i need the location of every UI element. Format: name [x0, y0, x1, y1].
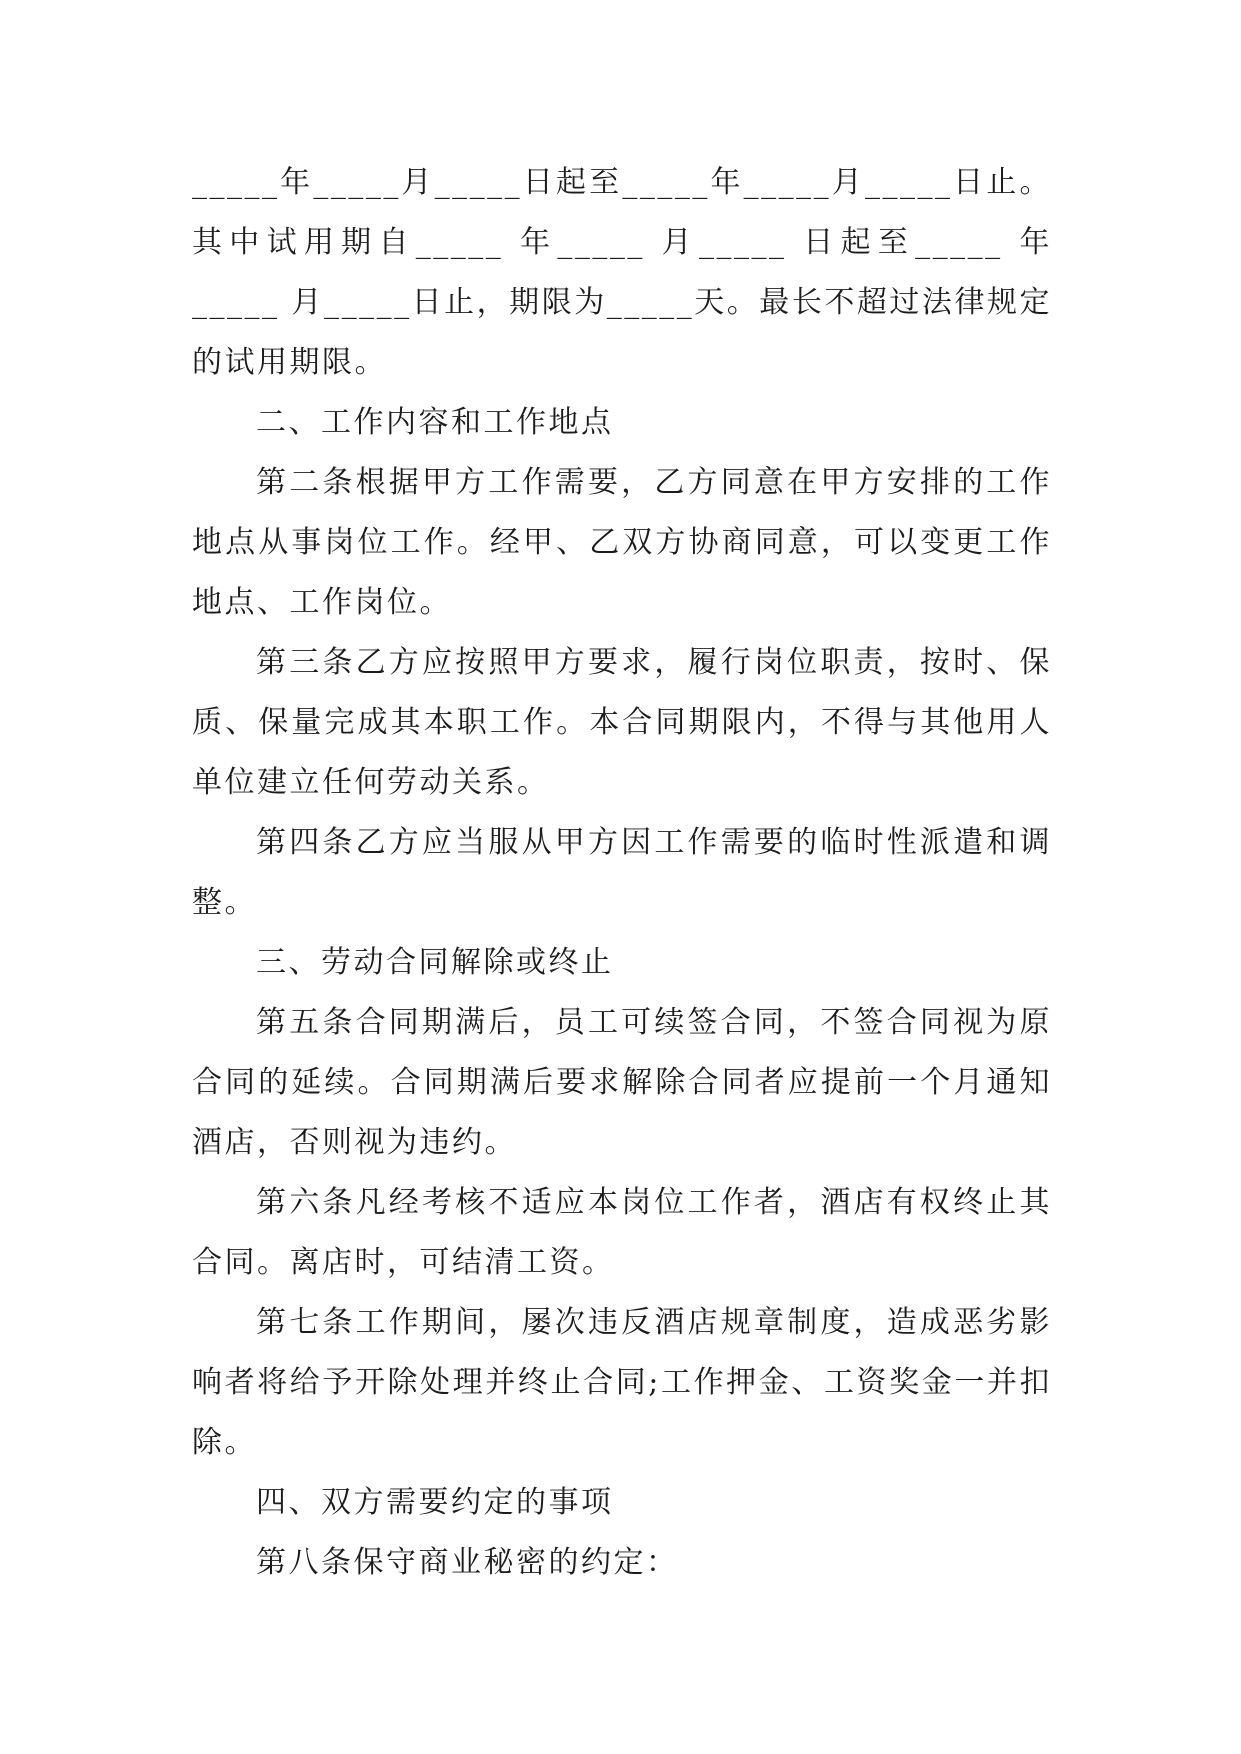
section-heading-agreed-matters: 四、双方需要约定的事项	[256, 1485, 614, 1520]
paragraph-article-3: 第三条乙方应按照甲方要求，履行岗位职责，按时、保质、保量完成其本职工作。本合同期限内，不得与其他用人单位建立任何劳动关系。	[192, 645, 1052, 800]
section-heading-termination: 三、劳动合同解除或终止	[256, 945, 614, 980]
paragraph-article-4: 第四条乙方应当服从甲方因工作需要的临时性派遣和调整。	[192, 825, 1052, 920]
section-heading-work-content: 二、工作内容和工作地点	[256, 405, 614, 440]
paragraph-article-8: 第八条保守商业秘密的约定：	[256, 1545, 679, 1580]
paragraph-article-5: 第五条合同期满后，员工可续签合同，不签合同视为原合同的延续。合同期满后要求解除合同者应提前一个月通知酒店，否则视为违约。	[192, 1005, 1052, 1160]
paragraph-article-2: 第二条根据甲方工作需要，乙方同意在甲方安排的工作地点从事岗位工作。经甲、乙双方协商同意，可以变更工作地点、工作岗位。	[192, 465, 1052, 620]
paragraph-article-7: 第七条工作期间，屡次违反酒店规章制度，造成恶劣影响者将给予开除处理并终止合同;工作押金、工资奖金一并扣除。	[192, 1305, 1052, 1460]
paragraph-article-6: 第六条凡经考核不适应本岗位工作者，酒店有权终止其合同。离店时，可结清工资。	[192, 1185, 1052, 1280]
paragraph-term-dates: _____年_____月_____日起至_____年_____月_____日止。其中试用期自_____ 年_____ 月_____ 日起至_____ 年_____ 月_____日止，期限为_____天。最长不超过法律规定的试用期限。	[192, 165, 1052, 380]
document-body	[192, 153, 1052, 1593]
